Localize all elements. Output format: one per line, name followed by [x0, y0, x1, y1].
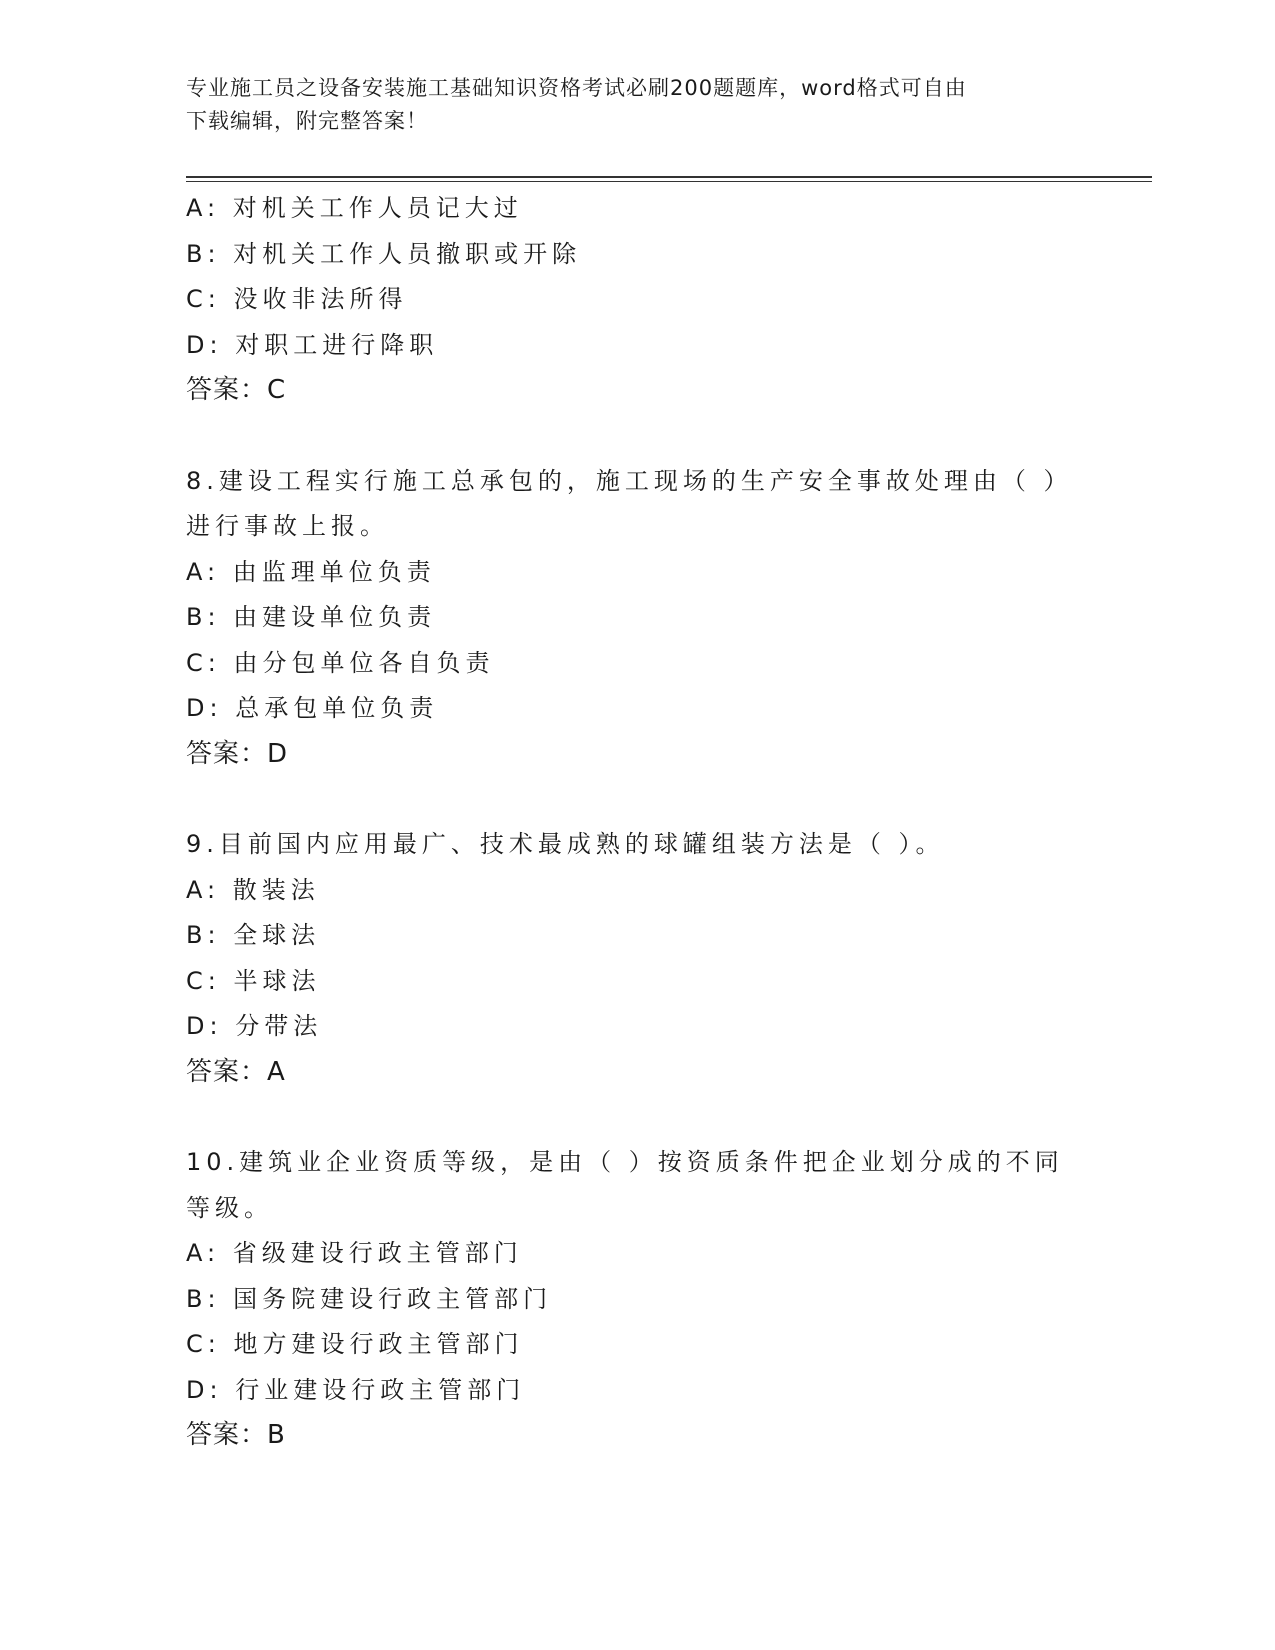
header-line-2: 下载编辑，附完整答案！: [186, 109, 428, 133]
question-stem-continued: 进行事故上报。: [186, 512, 389, 540]
question-stem: 9.目前国内应用最广、技术最成熟的球罐组装方法是（ ）。: [186, 830, 945, 858]
option-c: C: 地方建设行政主管部门: [186, 1330, 524, 1358]
question-7: [186, 186, 1086, 414]
question-list: [186, 186, 1086, 1459]
option-c: C: 半球法: [186, 966, 321, 995]
option-b: B: 全球法: [186, 921, 321, 949]
answer: 答案：D: [186, 738, 289, 769]
answer: 答案：B: [186, 1420, 286, 1450]
question-stem-continued: 等级。: [186, 1193, 273, 1222]
option-a: A: 省级建设行政主管部门: [186, 1239, 523, 1267]
option-b: B: 由建设单位负责: [186, 603, 437, 631]
option-d: D: 总承包单位负责: [186, 694, 439, 722]
option-b: B: 国务院建设行政主管部门: [186, 1284, 553, 1313]
question-10: [186, 1140, 1086, 1459]
question-9: [186, 822, 1086, 1095]
header-divider-thin: [186, 181, 1152, 182]
answer: 答案：A: [186, 1056, 286, 1087]
option-a: A: 散装法: [186, 875, 320, 904]
option-a: A: 由监理单位负责: [186, 557, 436, 586]
spacer: [186, 777, 1086, 822]
question-8: [186, 459, 1086, 778]
option-a: A: 对机关工作人员记大过: [186, 194, 523, 222]
document-header: [186, 72, 1086, 138]
option-d: D: 分带法: [186, 1012, 323, 1040]
header-divider-thick: [186, 176, 1152, 178]
option-c: C: 没收非法所得: [186, 285, 408, 313]
answer: 答案：C: [186, 375, 287, 405]
header-line-1: 专业施工员之设备安装施工基础知识资格考试必刷200题题库，word格式可自由: [186, 76, 967, 100]
spacer: [186, 1095, 1086, 1140]
question-stem: 8.建设工程实行施工总承包的，施工现场的生产安全事故处理由（ ）: [186, 466, 1073, 495]
option-b: B: 对机关工作人员撤职或开除: [186, 239, 582, 268]
spacer: [186, 414, 1086, 459]
option-c: C: 由分包单位各自负责: [186, 648, 495, 677]
option-d: D: 行业建设行政主管部门: [186, 1375, 526, 1404]
option-d: D: 对职工进行降职: [186, 330, 439, 359]
question-stem: 10.建筑业企业资质等级，是由（ ）按资质条件把企业划分成的不同: [186, 1148, 1064, 1176]
